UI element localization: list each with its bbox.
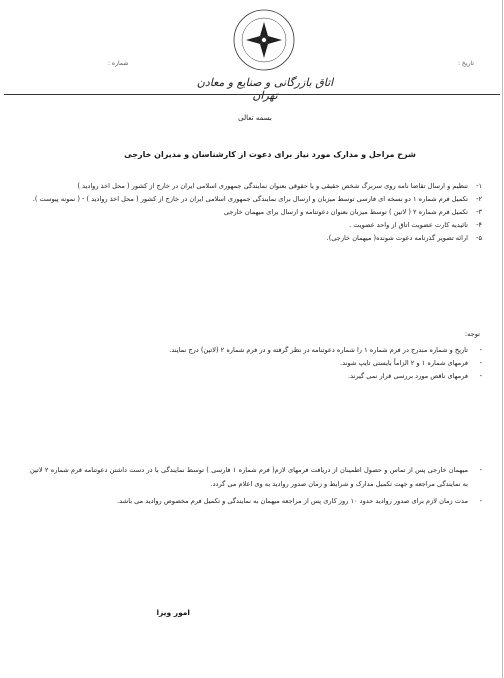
note-bullet: - — [479, 359, 482, 367]
note-item — [30, 370, 482, 383]
note-item — [30, 495, 482, 509]
step-item — [22, 232, 482, 245]
step-number: ۱- — [476, 182, 482, 190]
note-bullet: - — [479, 466, 482, 474]
step-text: تائیدیه کارت عضویت اتاق از واحد عضویت . — [349, 221, 468, 229]
note-item — [30, 357, 482, 370]
page-title: شرح مراحل و مدارک مورد نیاز برای دعوت از کارشناسان و مدیران خارجی — [124, 150, 416, 159]
note-text: تاریخ و شماره مندرج در فرم شماره ۱ را شماره دعوتنامه در نظر گرفته و در فرم شماره ۲ (لاتین) درج نمایند. — [169, 346, 468, 354]
letter-date-label: تاریخ : — [458, 60, 474, 67]
step-item — [22, 180, 482, 193]
step-text: تکمیل فرم شماره ۲ ( لاتین ) توسط میزبان بعنوان دعوتنامه و ارسال برای میهمان خارجی — [223, 208, 468, 216]
note-item — [30, 344, 482, 357]
step-text: ارائه تصویر گذرنامه دعوت شونده( میهمان خارجی). — [326, 234, 468, 242]
step-item — [22, 193, 482, 206]
note-text: فرمهای شماره ۱ و ۲ الزاماً بایستی تایپ شوند. — [340, 359, 468, 367]
notes-heading: توجه: — [464, 330, 480, 338]
note-item — [30, 464, 482, 491]
note-bullet: - — [479, 497, 482, 505]
signature-department: امور ویزا — [156, 608, 190, 617]
note-bullet: - — [479, 372, 482, 380]
notes-list — [30, 344, 482, 383]
invocation: بسمه تعالی — [238, 114, 272, 122]
additional-notes-list — [30, 464, 482, 509]
step-item — [22, 206, 482, 219]
page-edge — [502, 0, 503, 678]
letter-number-label: شماره : — [108, 60, 129, 67]
step-text: تنظیم و ارسال تقاضا نامه روی سربرگ شخص حقیقی و یا حقوقی بعنوان نمایندگی جمهوری اسلامی ایران در خارج از کشور ( محل اخذ روادید ) — [77, 182, 468, 190]
note-text: میهمان خارجی پس از تماس و حصول اطمینان از دریافت فرمهای لازم( فرم شماره ۱ فارسی ) توسط نمایندگی با در دست داشتن دعوتنامه فرم شماره ۲ لاتین به نمایندگی مراجعه و جهت تکمیل مدارک و شرایط و زمان صدور روادید به وی اعلام می گردد. — [30, 466, 468, 488]
step-number: ۲- — [476, 195, 482, 203]
step-number: ۴- — [476, 221, 482, 229]
step-number: ۵- — [476, 234, 482, 242]
organization-name: اتاق بازرگانی و صنایع و معادن تهران — [196, 76, 334, 102]
chamber-logo — [232, 8, 296, 72]
note-bullet: - — [479, 346, 482, 354]
note-text: مدت زمان لازم برای صدور روادید حدود ۱۰ روز کاری پس از مراجعه میهمان به نمایندگی و تکمیل فرم مخصوص روادید می باشد. — [117, 497, 468, 505]
step-item — [22, 219, 482, 232]
steps-list — [22, 180, 482, 245]
header-divider — [4, 94, 500, 95]
step-number: ۳- — [476, 208, 482, 216]
note-text: فرمهای ناقص مورد بررسی قرار نمی گیرند. — [347, 372, 468, 380]
step-text: تکمیل فرم شماره ۱ دو نسخه ای فارسی توسط میزبان و ارسال برای نمایندگی جمهوری اسلامی ایران در خارج از کشور ( محل اخذ روادید ) - ( نمونه پیوست ). — [32, 195, 468, 203]
